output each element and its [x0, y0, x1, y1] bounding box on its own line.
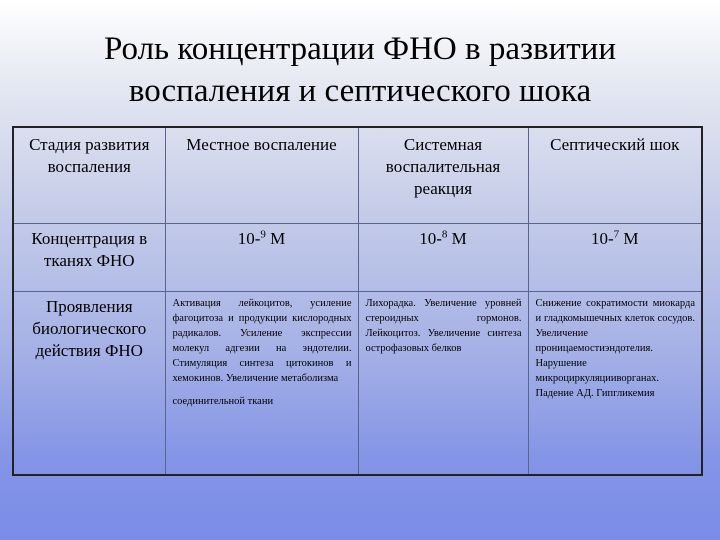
title-line-2: воспаления и септического шока — [128, 73, 592, 109]
concentration-local: 10-$^9$ М — [237, 227, 286, 248]
manifestations-systemic-cell — [358, 291, 528, 475]
header-stage-cell — [13, 127, 165, 223]
concentration-systemic-cell — [358, 223, 528, 291]
manifestations-local: Активация лейкоцитов, усиление фагоцитоза и продукции кислородных радикалов. Усиление экспрессии молекул адгезии на эндотелии. Стимуляция синтеза цитокинов и хемокинов. Увеличение метаболизма соединительной ткани — [172, 297, 352, 407]
header-local: Местное воспаление — [186, 135, 337, 154]
manifestations-label: Проявления биологического действия ФНО — [32, 296, 147, 360]
header-row — [13, 127, 702, 223]
header-stage: Стадия развития воспаления — [29, 135, 150, 176]
concentration-label: Концентрация в тканях ФНО — [31, 228, 148, 270]
header-local-cell — [165, 127, 358, 223]
concentration-row — [13, 223, 702, 291]
manifestations-row — [13, 291, 702, 475]
manifestations-systemic: Лихорадка. Увеличение уровней стероидных гормонов. Лейкоцитоз. Увеличение синтеза острофазовых белков — [365, 297, 522, 354]
title-line-1: Роль концентрации ФНО в развитии — [103, 31, 617, 67]
header-septic: Септический шок — [550, 135, 680, 154]
manifestations-septic-cell — [528, 291, 702, 475]
manifestations-label-cell — [13, 291, 165, 475]
header-systemic-cell — [358, 127, 528, 223]
tnf-table — [12, 126, 703, 476]
concentration-septic-cell — [528, 223, 702, 291]
page-title — [0, 28, 720, 112]
manifestations-septic: Снижение сократимости миокарда и гладкомышечных клеток сосудов. Увеличение проницаемостиэндотелия. Нарушение микроциркуляцииворганах. Падение АД. Гипгликемия — [535, 297, 695, 399]
concentration-systemic: 10-$^8$ М — [419, 227, 467, 248]
concentration-septic: 10-$^7$ М — [590, 227, 639, 248]
concentration-label-cell — [13, 223, 165, 291]
manifestations-local-cell — [165, 291, 358, 475]
concentration-local-cell — [165, 223, 358, 291]
header-septic-cell — [528, 127, 702, 223]
header-systemic: Системная воспалительная реакция — [385, 135, 501, 198]
manifestations-local-tail: соединительной ткани — [172, 395, 274, 407]
